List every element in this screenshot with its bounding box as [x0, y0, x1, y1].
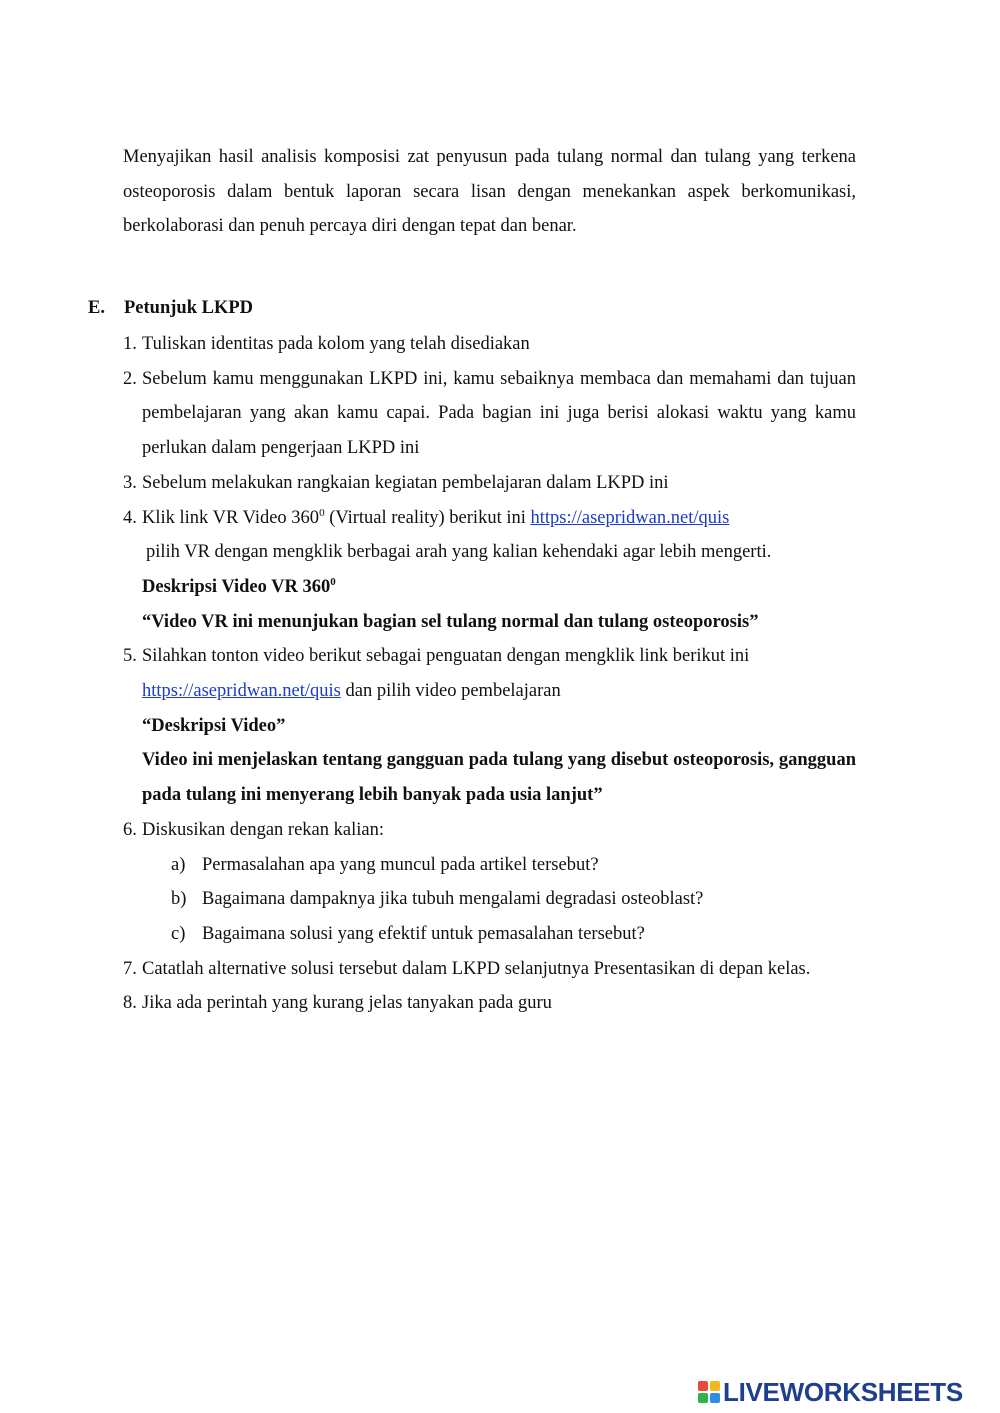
item-text: Sebelum kamu menggunakan LKPD ini, kamu sebaiknya membaca dan memahami dan tujuan pembelajaran yang akan kamu capai. Pada bagian ini juga berisi alokasi waktu yang kamu perlukan dalam pengerjaan LKPD ini [142, 368, 856, 459]
item-text: (Virtual reality) berikut ini [324, 507, 531, 528]
sub-item-text: Permasalahan apa yang muncul pada artikel tersebut? [202, 854, 599, 875]
item-text: dan pilih video pembelajaran [340, 681, 561, 702]
video-description-title: “Deskripsi Video” [142, 715, 286, 736]
superscript: 0 [330, 575, 336, 588]
vr-description-quote: “Video VR ini menunjukan bagian sel tulang normal dan tulang osteoporosis” [142, 611, 759, 632]
item-line: Silahkan tonton video berikut sebagai penguatan dengan mengklik link berikut ini [142, 646, 750, 667]
sub-item [123, 917, 856, 952]
item-number: 4. [123, 507, 137, 528]
item-body [142, 501, 856, 640]
description-title-text: Deskripsi Video VR 360 [142, 576, 331, 597]
sub-item-letter: b) [171, 889, 187, 910]
list-item [123, 952, 856, 987]
discussion-questions [123, 848, 856, 952]
logo-square [710, 1381, 720, 1391]
logo-icon [698, 1381, 720, 1403]
vr-description-title [142, 570, 856, 605]
item-number: 2. [123, 368, 137, 389]
item-line [142, 501, 856, 536]
item-body [142, 639, 856, 813]
section-title: Petunjuk LKPD [124, 298, 254, 318]
logo-text: LIVEWORKSHEETS [723, 1376, 963, 1407]
list-item [123, 639, 856, 813]
item-text: Catatlah alternative solusi tersebut dalam LKPD selanjutnya Presentasikan di depan kelas. [142, 958, 811, 979]
item-text: Sebelum melakukan rangkaian kegiatan pembelajaran dalam LKPD ini [142, 472, 669, 493]
item-number: 5. [123, 646, 137, 667]
item-line: pilih VR dengan mengklik berbagai arah yang kalian kehendaki agar lebih mengerti. [146, 542, 772, 563]
learning-video-link[interactable]: https://asepridwan.net/quis [142, 681, 341, 702]
instruction-list [123, 327, 856, 1021]
item-line [142, 674, 856, 709]
list-item [123, 327, 856, 362]
sub-item [123, 848, 856, 883]
sub-item-letter: c) [171, 923, 186, 944]
item-number: 3. [123, 472, 137, 493]
sub-item-text: Bagaimana solusi yang efektif untuk pemasalahan tersebut? [202, 923, 645, 944]
item-text: Tuliskan identitas pada kolom yang telah disediakan [142, 334, 530, 354]
item-text: Diskusikan dengan rekan kalian: [142, 819, 384, 840]
vr-video-link[interactable]: https://asepridwan.net/quis [530, 507, 730, 528]
sub-item [123, 882, 856, 917]
liveworksheets-logo [698, 1376, 963, 1408]
intro-paragraph: Menyajikan hasil analisis komposisi zat penyusun pada tulang normal dan tulang yang terkena osteoporosis dalam bentuk laporan secara lisan dengan menekankan aspek berkomunikasi, berkolaborasi dan penuh percaya diri dengan tepat dan benar. [123, 147, 856, 236]
logo-square [710, 1393, 720, 1403]
list-item [123, 986, 856, 1021]
item-number: 1. [123, 334, 137, 354]
list-item [123, 501, 856, 640]
item-text: Klik link VR Video 360 [142, 507, 320, 528]
video-description-body: Video ini menjelaskan tentang gangguan pada tulang yang disebut osteoporosis, gangguan pada tulang ini menyerang lebih banyak pada usia lanjut” [142, 750, 856, 806]
item-number: 6. [123, 819, 137, 840]
list-item [123, 362, 856, 466]
list-item [123, 813, 856, 952]
section-letter: E. [88, 298, 105, 318]
sub-item-text: Bagaimana dampaknya jika tubuh mengalami degradasi osteoblast? [202, 889, 704, 910]
item-number: 7. [123, 958, 137, 979]
logo-square [698, 1393, 708, 1403]
item-number: 8. [123, 993, 137, 1014]
logo-square [698, 1381, 708, 1391]
item-text: Jika ada perintah yang kurang jelas tanyakan pada guru [142, 993, 552, 1014]
superscript: 0 [319, 506, 325, 519]
sub-item-letter: a) [171, 854, 186, 875]
list-item [123, 466, 856, 501]
